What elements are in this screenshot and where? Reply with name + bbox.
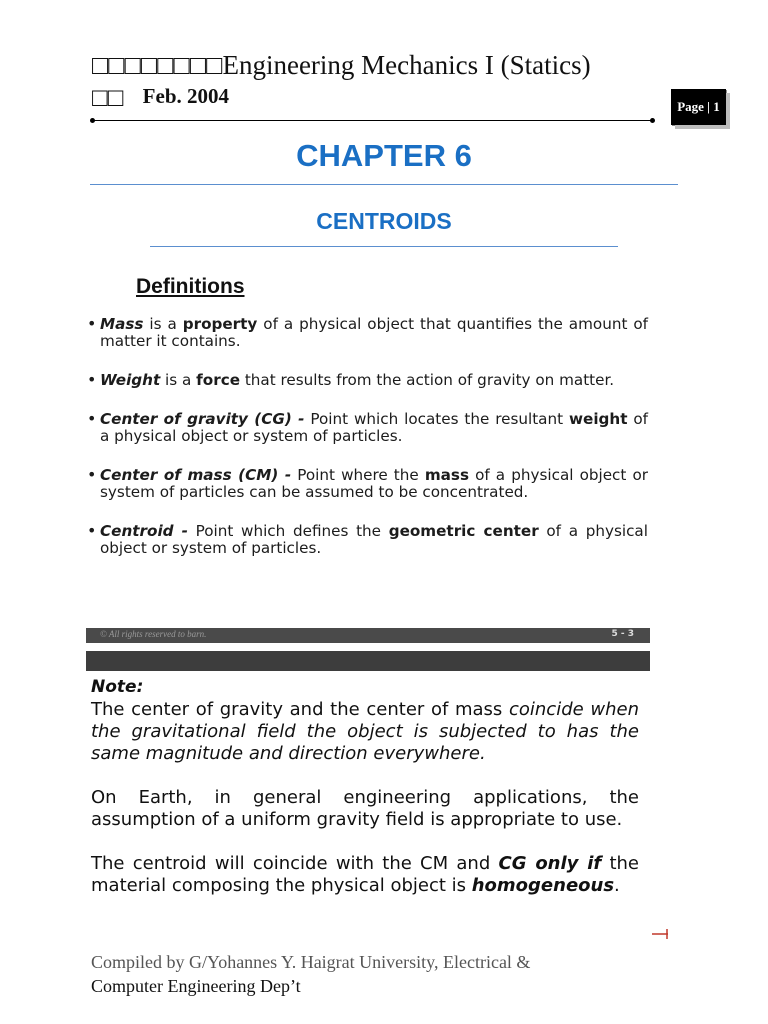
- slide-number: 5 - 3: [611, 629, 634, 639]
- document-header: [92, 50, 672, 113]
- header-rule: [92, 120, 653, 121]
- header-title: Engineering Mechanics I (Statics): [222, 50, 591, 80]
- definitions-heading: Definitions: [136, 275, 245, 298]
- header-rule-dot-right: [650, 118, 655, 123]
- header-date: Feb. 2004: [142, 83, 229, 108]
- definition-term: Centroid -: [100, 522, 188, 540]
- bullet-icon: •: [87, 370, 97, 389]
- slide-header-band: [86, 651, 650, 671]
- header-title-line: [92, 50, 672, 81]
- footer-line: Computer Engineering Dep’t: [91, 976, 301, 996]
- definition-item: • Centroid - Point which defines the geometric center of a physical object or system of particles.: [87, 521, 648, 557]
- definition-term: Weight: [100, 371, 161, 389]
- bullet-icon: •: [87, 465, 97, 484]
- definitions-list: [87, 314, 649, 579]
- bullet-icon: •: [87, 409, 97, 428]
- slide-footer-bar: [86, 628, 650, 643]
- definition-item: • Weight is a force that results from the action of gravity on matter.: [87, 370, 615, 389]
- bullet-icon: •: [87, 521, 97, 540]
- slide-copyright: © All rights reserved to barn.: [100, 629, 207, 639]
- note-paragraph: The centroid will coincide with the CM and CG only if the material composing the physical object is homogeneous.: [91, 853, 639, 896]
- header-date-glyphs: □□: [92, 83, 124, 112]
- chapter-title: CHAPTER 6: [296, 138, 472, 173]
- header-date-line: [92, 83, 672, 113]
- bullet-icon: •: [87, 314, 97, 333]
- note-box: [91, 677, 639, 897]
- footer-line: Compiled by G/Yohannes Y. Haigrat University, Electrical &: [91, 952, 531, 972]
- note-paragraph: The center of gravity and the center of mass coincide when the gravitational field the object is subjected to has the same magnitude and direction everywhere.: [91, 699, 639, 764]
- definition-term: Mass: [100, 315, 144, 333]
- definition-item: • Center of mass (CM) - Point where the mass of a physical object or system of particles can be assumed to be concentrated.: [87, 465, 648, 501]
- chapter-underline: [90, 184, 678, 185]
- edit-mark-icon: [651, 928, 669, 940]
- definition-item: • Mass is a property of a physical object that quantifies the amount of matter it contains.: [87, 314, 648, 350]
- header-title-glyphs: □□□□□□□□: [92, 50, 223, 80]
- note-heading: Note:: [91, 677, 144, 697]
- subtitle-underline: [150, 246, 618, 247]
- definition-term: Center of mass (CM) -: [100, 466, 292, 484]
- definition-item: • Center of gravity (CG) - Point which locates the resultant weight of a physical object or system of particles.: [87, 409, 649, 445]
- definition-term: Center of gravity (CG) -: [100, 410, 305, 428]
- page-number-badge: Page | 1: [671, 89, 726, 125]
- header-rule-dot-left: [90, 118, 95, 123]
- document-footer: [91, 950, 651, 998]
- chapter-subtitle: CENTROIDS: [316, 208, 452, 234]
- note-paragraph: On Earth, in general engineering applications, the assumption of a uniform gravity field is appropriate to use.: [91, 787, 639, 830]
